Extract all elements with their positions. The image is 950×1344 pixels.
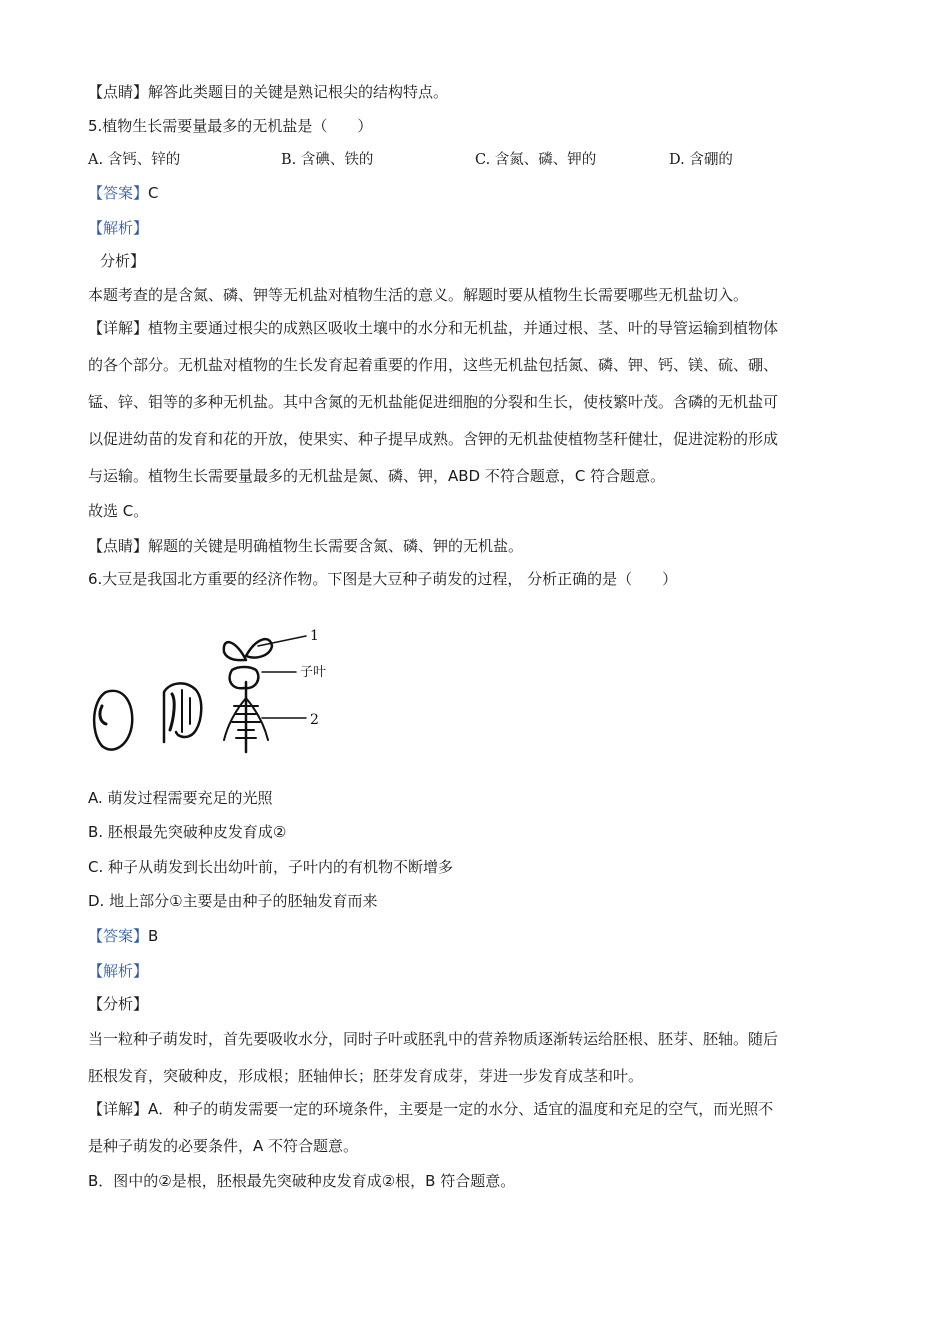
dianjing-tag: 【点睛】 bbox=[88, 83, 149, 101]
q6-xiangjie-line-2: 是种子萌发的必要条件，A 不符合题意。 bbox=[88, 1137, 359, 1155]
dianjing-text: 解题的关键是明确植物生长需要含氮、磷、钾的无机盐。 bbox=[148, 537, 524, 555]
seed-stage-3 bbox=[224, 639, 272, 752]
q6-option-b: B. 胚根最先突破种皮发育成② bbox=[88, 823, 287, 841]
q5-stem: 5.植物生长需要量最多的无机盐是（ ） bbox=[88, 117, 373, 135]
q5-xiangjie-line-4: 以促进幼苗的发育和花的开放，使果实、种子提早成熟。含钾的无机盐使植物茎秆健壮，促进淀粉的形成 bbox=[88, 430, 779, 448]
q5-dianjing-line bbox=[88, 536, 523, 556]
answer-tag: 【答案】 bbox=[88, 184, 149, 202]
seed-germination-drawing bbox=[86, 620, 356, 760]
q6-answer-line bbox=[88, 926, 158, 946]
answer-value: B bbox=[148, 927, 159, 945]
dianjing-text: 解答此类题目的关键是熟记根尖的结构特点。 bbox=[148, 83, 449, 101]
q5-option-b: B. 含碘、铁的 bbox=[281, 152, 374, 168]
answer-tag: 【答案】 bbox=[88, 927, 149, 945]
dianjing-tag: 【点睛】 bbox=[88, 537, 149, 555]
q5-option-a: A. 含钙、锌的 bbox=[88, 152, 181, 168]
q5-jiexi-tag: 【解析】 bbox=[88, 219, 149, 237]
seed-germination-figure bbox=[86, 620, 356, 760]
q5-xiangjie-line-2: 的各个部分。无机盐对植物的生长发育起着重要的作用，这些无机盐包括氮、磷、钾、钙、镁、硫、硼、 bbox=[88, 356, 779, 374]
figure-label-ziye: 子叶 bbox=[300, 665, 327, 680]
figure-label-1: 1 bbox=[310, 628, 319, 644]
q6-line-b: B．图中的②是根，胚根最先突破种皮发育成②根，B 符合题意。 bbox=[88, 1172, 516, 1190]
q6-stem: 6.大豆是我国北方重要的经济作物。下图是大豆种子萌发的过程， 分析正确的是（ ） bbox=[88, 570, 678, 588]
q5-option-c: C. 含氮、磷、钾的 bbox=[475, 152, 597, 168]
q6-option-c: C. 种子从萌发到长出幼叶前，子叶内的有机物不断增多 bbox=[88, 858, 454, 876]
q6-fenxi-line-1: 当一粒种子萌发时，首先要吸收水分，同时子叶或胚乳中的营养物质逐渐转运给胚根、胚芽、胚轴。随后 bbox=[88, 1030, 779, 1048]
answer-value: C bbox=[148, 184, 159, 202]
q5-answer-line bbox=[88, 183, 159, 203]
dianjing-line bbox=[88, 82, 448, 102]
xiangjie-tag: 【详解】 bbox=[88, 319, 149, 337]
figure-label-2: 2 bbox=[310, 712, 319, 728]
q5-xiangjie-line-1 bbox=[88, 318, 778, 338]
q6-option-d: D. 地上部分①主要是由种子的胚轴发育而来 bbox=[88, 892, 378, 910]
q6-fenxi-line-2: 胚根发育，突破种皮，形成根；胚轴伸长；胚芽发育成芽，芽进一步发育成茎和叶。 bbox=[88, 1067, 644, 1085]
xiangjie-text: 植物主要通过根尖的成熟区吸收土壤中的水分和无机盐，并通过根、茎、叶的导管运输到植物体 bbox=[148, 319, 779, 337]
q5-fenxi-tag: 分析】 bbox=[100, 252, 146, 270]
q5-xiangjie-line-5: 与运输。植物生长需要量最多的无机盐是氮、磷、钾，ABD 不符合题意，C 符合题意。 bbox=[88, 467, 666, 485]
q5-option-d: D. 含硼的 bbox=[669, 152, 733, 168]
xiangjie-tag: 【详解】 bbox=[88, 1100, 149, 1118]
q5-fenxi-text: 本题考查的是含氮、磷、钾等无机盐对植物生活的意义。解题时要从植物生长需要哪些无机盐切入。 bbox=[88, 286, 749, 304]
xiangjie-text: A．种子的萌发需要一定的环境条件，主要是一定的水分、适宜的温度和充足的空气，而光照不 bbox=[148, 1100, 774, 1118]
q5-xiangjie-line-3: 锰、锌、钼等的多种无机盐。其中含氮的无机盐能促进细胞的分裂和生长，使枝繁叶茂。含磷的无机盐可 bbox=[88, 393, 779, 411]
q6-option-a: A. 萌发过程需要充足的光照 bbox=[88, 789, 273, 807]
q6-jiexi-tag: 【解析】 bbox=[88, 962, 149, 980]
q6-fenxi-tag: 【分析】 bbox=[88, 995, 149, 1013]
q5-conclusion: 故选 C。 bbox=[88, 502, 149, 520]
q6-xiangjie-line-1 bbox=[88, 1099, 773, 1119]
